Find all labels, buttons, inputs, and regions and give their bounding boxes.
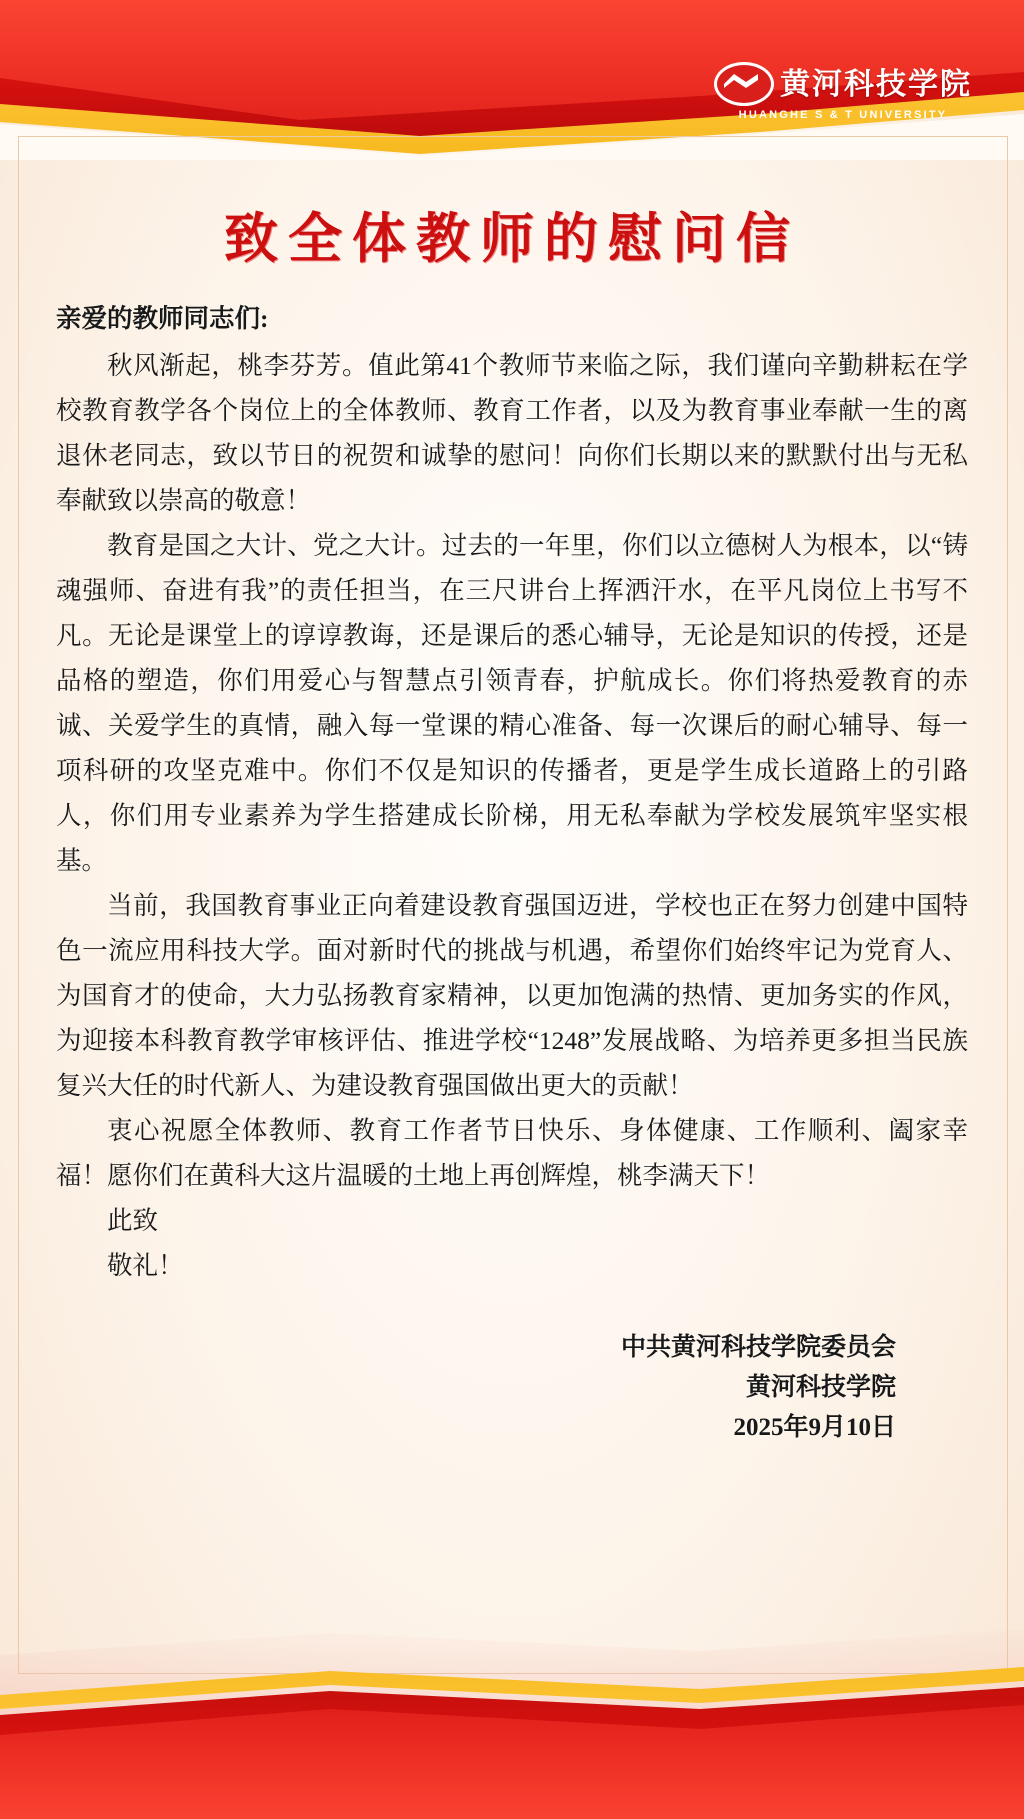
signature-organization-party: 中共黄河科技学院委员会 — [620, 1334, 896, 1361]
closing-line-2: 敬礼！ — [107, 1251, 184, 1280]
logo-english-name: HUANGHE S & T UNIVERSITY — [738, 109, 948, 121]
river-emblem-icon — [714, 58, 770, 104]
letter-body — [56, 296, 968, 1448]
signature-organization-university: 黄河科技学院 — [745, 1374, 896, 1401]
logo-chinese-name: 黄河科技学院 — [780, 68, 972, 101]
logo-row — [714, 58, 972, 104]
signature-date: 2025年9月10日 — [733, 1414, 896, 1441]
page-title: 致全体教师的慰问信 — [224, 209, 800, 269]
signature-block — [56, 1328, 968, 1448]
closing-line-1: 此致 — [107, 1206, 159, 1235]
paragraph-4: 衷心祝愿全体教师、教育工作者节日快乐、身体健康、工作顺利、阖家幸福！愿你们在黄科大这片温暖的土地上再创辉煌，桃李满天下！ — [56, 1116, 968, 1190]
salutation: 亲爱的教师同志们: — [56, 304, 269, 333]
paragraph-3: 当前，我国教育事业正向着建设教育强国迈进，学校也正在努力创建中国特色一流应用科技大学。面对新时代的挑战与机遇，希望你们始终牢记为党育人、为国育才的使命，大力弘扬教育家精神，以更加饱满的热情、更加务实的作风，为迎接本科教育教学审核评估、推进学校“1248”发展战略、为培养更多担当民族复兴大任的时代新人、为建设教育强国做出更大的贡献！ — [56, 891, 968, 1100]
paragraph-2: 教育是国之大计、党之大计。过去的一年里，你们以立德树人为根本，以“铸魂强师、奋进有我”的责任担当，在三尺讲台上挥洒汗水，在平凡岗位上书写不凡。无论是课堂上的谆谆教诲，还是课后的悉心辅导，无论是知识的传授，还是品格的塑造，你们用爱心与智慧点引领青春，护航成长。你们将热爱教育的赤诚、关爱学生的真情，融入每一堂课的精心准备、每一次课后的耐心辅导、每一项科研的攻坚克难中。你们不仅是知识的传播者，更是学生成长道路上的引路人，你们用专业素养为学生搭建成长阶梯，用无私奉献为学校发展筑牢坚实根基。 — [56, 531, 968, 875]
university-logo — [714, 58, 972, 121]
bottom-ribbon-decoration — [0, 1629, 1024, 1819]
paragraph-1: 秋风渐起，桃李芬芳。值此第41个教师节来临之际，我们谨向辛勤耕耘在学校教育教学各个岗位上的全体教师、教育工作者，以及为教育事业奉献一生的离退休老同志，致以节日的祝贺和诚挚的慰问！向你们长期以来的默默付出与无私奉献致以崇高的敬意！ — [56, 351, 968, 515]
